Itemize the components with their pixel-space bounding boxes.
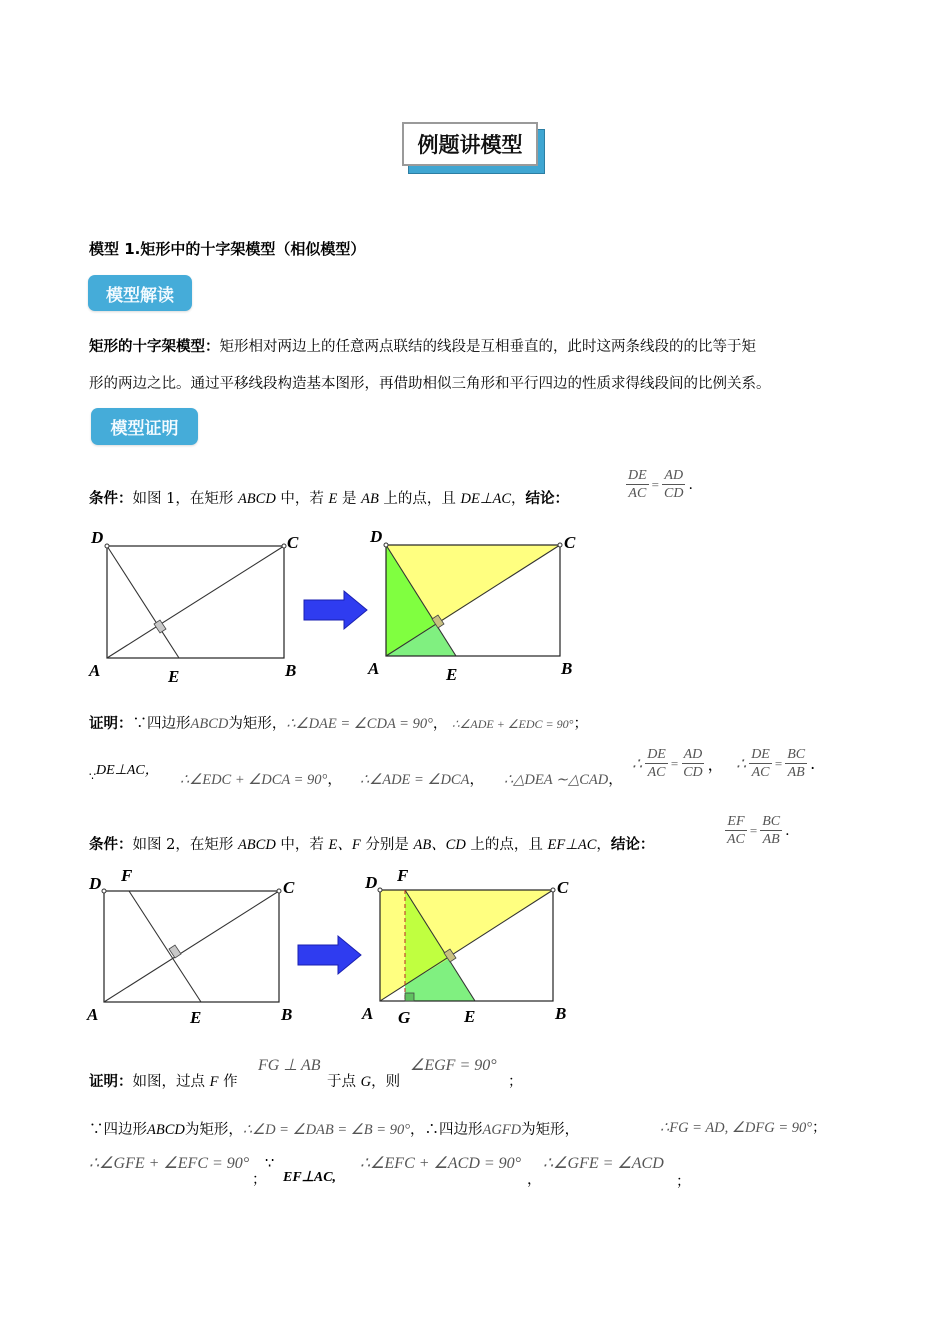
case2-proof-line-1-end: ； <box>508 1074 523 1090</box>
denominator: AC <box>751 765 770 780</box>
label-D: D <box>89 874 102 893</box>
math: DE⊥AC <box>460 491 512 507</box>
numerator: DE <box>751 747 770 762</box>
text: 为矩形， <box>521 1122 580 1138</box>
math: DE⊥AC， <box>96 763 159 778</box>
math: AB <box>361 491 379 507</box>
proof-label: 证明： <box>89 1074 133 1090</box>
math: E <box>328 491 338 507</box>
text: 于点 <box>327 1074 361 1090</box>
text: ， <box>432 716 448 732</box>
math: ABCD <box>237 837 276 853</box>
text: 如图，过点 <box>132 1074 210 1090</box>
case2-proof-math-FG: FG ⊥ AB <box>258 1057 321 1074</box>
label-C: C <box>287 533 299 552</box>
label-G: G <box>398 1008 411 1027</box>
denominator: CD <box>664 486 684 501</box>
text: 作 <box>218 1074 238 1090</box>
math: ∴∠DAE = ∠CDA = 90° <box>286 716 433 732</box>
interpretation-line-2: 形的两边之比。通过平移线段构造基本图形，再借助相似三角形和平行四边的性质求得线段间的比例关系。 <box>89 376 771 392</box>
text: 为矩形， <box>184 1122 243 1138</box>
label-B: B <box>555 1004 567 1023</box>
text: ； <box>573 716 588 732</box>
interpretation-text-1: 矩形相对两边上的任意两点联结的线段是互相垂直的，此时这两条线段的的比等于矩 <box>219 339 756 355</box>
label-F: F <box>397 866 409 885</box>
case2-conclusion-fraction: $\frac{EF}{AC}$ = $\frac{BC}{AB}$ . <box>727 814 790 847</box>
case2-proof-line-1-b <box>327 1072 400 1092</box>
math: ∴∠D = ∠DAB = ∠B = 90° <box>242 1122 410 1138</box>
period: . <box>688 476 693 493</box>
label-B: B <box>561 659 573 678</box>
therefore-symbol: ∴ <box>736 755 747 773</box>
label-B: B <box>281 1005 293 1024</box>
case2-proof-line-3-comma: ， <box>527 1172 542 1188</box>
text: 上的点，且 <box>378 491 461 507</box>
label-A: A <box>89 661 101 680</box>
text: 分别是 <box>360 837 414 853</box>
numerator: AD <box>664 468 684 483</box>
text: ，则 <box>371 1074 401 1090</box>
conclusion-label: 结论： <box>525 491 570 507</box>
math: ABCD <box>237 491 276 507</box>
math: E、F <box>328 837 361 853</box>
condition-label: 条件： <box>89 491 133 507</box>
case1-conclusion-fraction: $\frac{DE}{AC}$ = $\frac{AD}{CD}$ . <box>628 468 693 501</box>
denominator: AC <box>727 832 745 847</box>
arrow-right-icon <box>298 936 361 974</box>
label-D: D <box>365 873 378 892</box>
label-E: E <box>168 667 180 686</box>
text: ， <box>469 772 484 788</box>
case2-proof-line-1 <box>89 1072 238 1092</box>
numerator: BC <box>787 747 806 762</box>
text: ， <box>410 1122 425 1138</box>
text: ， <box>511 491 526 507</box>
because-symbol: ∵ <box>89 770 96 783</box>
case2-proof-line-2 <box>89 1120 579 1140</box>
period: . <box>810 754 816 773</box>
title-badge: 例题讲模型 <box>402 122 538 166</box>
numerator: BC <box>762 814 781 829</box>
text: ∴四边形 <box>424 1122 483 1138</box>
label-E: E <box>464 1007 476 1026</box>
case2-proof-math-EGF: ∠EGF = 90° <box>410 1057 497 1074</box>
denominator: AB <box>787 765 805 780</box>
math: ∴△DEA ∼△CAD <box>504 772 609 788</box>
interpretation-tag: 模型解读 <box>88 275 192 311</box>
denominator: AC <box>628 486 647 501</box>
denominator: CD <box>683 765 703 780</box>
label-C: C <box>557 878 569 897</box>
label-A: A <box>368 659 380 678</box>
math: ABCD <box>190 716 229 732</box>
label-F: F <box>121 866 133 885</box>
math: AGFD <box>482 1122 522 1138</box>
text: ， <box>707 755 724 774</box>
math: G <box>360 1074 372 1090</box>
case1-proof-fraction-2: ∴ $\frac{DE}{AC}$ = $\frac{BC}{AB}$ . <box>736 747 816 780</box>
math: ABCD <box>147 1122 185 1138</box>
math: ∴∠ADE = ∠DCA <box>360 772 470 788</box>
label-D: D <box>370 527 383 546</box>
denominator: AC <box>647 765 666 780</box>
case2-proof-line-3-m3: ∴∠GFE = ∠ACD <box>543 1155 664 1172</box>
text: 四边形 <box>103 1122 147 1138</box>
case1-proof-fraction-1: ∴ $\frac{DE}{AC}$ = $\frac{AD}{CD}$ ， <box>632 747 724 780</box>
label-A: A <box>362 1004 374 1023</box>
right-angle-marker <box>405 993 414 1001</box>
figure-2-original <box>86 866 295 1027</box>
math: EF⊥AC <box>547 837 597 853</box>
math: ∴FG = AD, ∠DFG = 90° <box>660 1120 813 1136</box>
case2-proof-line-3-m2: ∴∠EFC + ∠ACD = 90° <box>360 1155 522 1172</box>
text: 上的点，且 <box>465 837 548 853</box>
text: 为矩形， <box>228 716 287 732</box>
numerator: AD <box>683 747 703 762</box>
text: 中，若 <box>275 837 329 853</box>
label-C: C <box>564 533 576 552</box>
text: 是 <box>337 491 362 507</box>
math: F <box>209 1074 219 1090</box>
text: ， <box>596 837 611 853</box>
case2-proof-line-3-m1: ∴∠GFE + ∠EFC = 90° <box>89 1155 250 1172</box>
model-heading: 模型 1.矩形中的十字架模型（相似模型） <box>89 240 366 258</box>
label-E: E <box>190 1008 202 1027</box>
because-symbol: ∵ <box>132 716 147 732</box>
text: 四边形 <box>147 716 191 732</box>
conclusion-label: 结论： <box>610 837 655 853</box>
text: ； <box>812 1120 827 1136</box>
text: 中，若 <box>275 491 329 507</box>
case2-proof-line-3-perp: EF⊥AC, <box>283 1170 337 1185</box>
because-symbol: ∵ <box>89 1122 104 1138</box>
figure-2-shaded <box>361 866 569 1027</box>
numerator: DE <box>647 747 666 762</box>
label-E: E <box>446 665 458 684</box>
case2-proof-line-3-end: ； <box>676 1174 691 1190</box>
label-B: B <box>285 661 297 680</box>
therefore-symbol: ∴ <box>632 755 643 773</box>
proof-tag: 模型证明 <box>91 408 198 445</box>
label-D: D <box>91 528 104 547</box>
proof-label: 证明： <box>89 716 133 732</box>
period: . <box>785 822 790 839</box>
math: AB、CD <box>413 837 466 853</box>
label-C: C <box>283 878 295 897</box>
text: ， <box>608 772 623 788</box>
label-A: A <box>87 1005 99 1024</box>
case2-proof-line-2-math <box>660 1118 827 1138</box>
text: ， <box>327 772 342 788</box>
denominator: AB <box>762 832 780 847</box>
numerator: DE <box>628 468 647 483</box>
condition-label: 条件： <box>89 837 133 853</box>
text: 如图 1，在矩形 <box>132 491 238 507</box>
text: 如图 2，在矩形 <box>132 837 238 853</box>
interpretation-label: 矩形的十字架模型： <box>89 339 220 355</box>
math: ∴∠EDC + ∠DCA = 90° <box>180 772 328 788</box>
case2-proof-line-3-semi: ； <box>252 1172 267 1188</box>
case2-proof-line-3-because: ∵ <box>265 1156 275 1172</box>
numerator: EF <box>727 814 745 829</box>
math: ∴∠ADE + ∠EDC = 90° <box>451 717 574 731</box>
